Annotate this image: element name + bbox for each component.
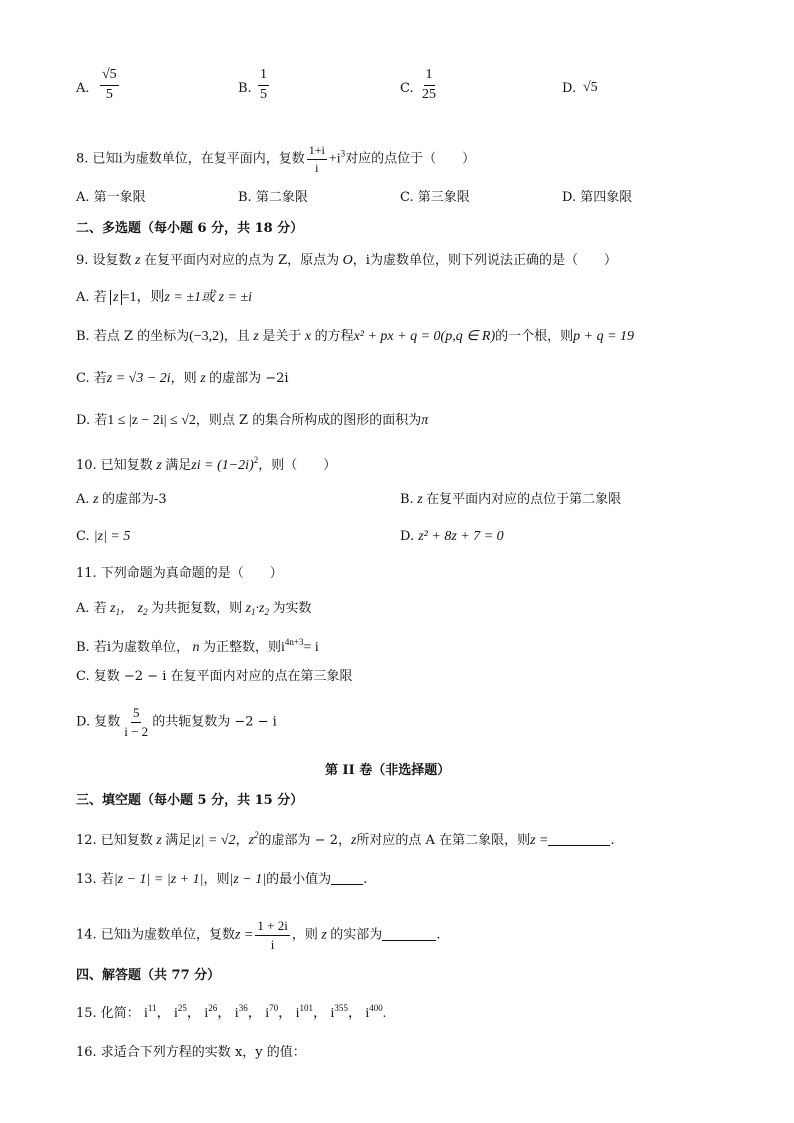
q10-option-a: A. z 的虚部为-3 <box>76 492 167 507</box>
q11-stem: 11. 下列命题为真命题的是（ ） <box>76 566 283 581</box>
q7-option-c: $\frac{1}{25}$ <box>422 67 436 102</box>
q11-option-d: D. 复数 $\frac{5}{i - 2}$ 的共轭复数为 −2 − i <box>76 705 277 739</box>
q11-option-b: B. 若i为虚数单位， n 为正整数，则$i^{4n+3}= i$ <box>76 637 319 655</box>
q13-answer-blank[interactable] <box>331 872 363 885</box>
q7-option-b: $\frac{1}{5}$ <box>260 67 267 102</box>
q9-option-b: B. 若点 Z 的坐标为(−3,2)，且 z 是关于 x 的方程x² + px + q = 0(p,q ∈ R)的一个根，则p + q = 19 <box>76 329 635 344</box>
q10-option-b: B. z 在复平面内对应的点位于第二象限 <box>400 492 622 507</box>
q10-option-c: C. |z| = 5 <box>76 529 131 544</box>
q9-stem: 9. 设复数 z 在复平面内对应的点为 Z，原点为 O，i为虚数单位，则下列说法正确的是（ ） <box>76 253 617 268</box>
section-3-title: 三、填空题（每小题 5 分，共 15 分） <box>76 793 304 808</box>
q8-option-a: A. 第一象限 <box>76 190 146 205</box>
section-4-title: 四、解答题（共 77 分） <box>76 968 221 983</box>
q11-option-a: A. 若 $z_1$， $z_2$ 为共扼复数，则 $z_1\cdot z_2$ 为实数 <box>76 601 312 617</box>
q12-stem: 12. 已知复数 z 满足|z| = √2，$z^2$的虚部为 − 2，z所对应的点 A 在第二象限，则z = . <box>76 830 615 848</box>
q7-option-d-label: D. <box>562 81 577 96</box>
q8-option-c: C. 第三象限 <box>400 190 470 205</box>
q9-option-c: C. 若z = √3 − 2i，则 z 的虚部为 −2i <box>76 371 289 386</box>
q13-stem: 13. 若|z − 1| = |z + 1|，则|z − 1|的最小值为 . <box>76 872 368 887</box>
q15-stem: 15. 化简： $i^{11}$， $i^{25}$， $i^{26}$， $i^{36}$， $i^{70}$， $i^{101}$， $i^{355}$， $i^{400}$. <box>76 1003 387 1021</box>
q8-stem: 8. 已知i为虚数单位，在复平面内，复数 $\frac{1+i}{i}$ $+i^3$对应的点位于（ ） <box>76 143 476 175</box>
section-2-title: 二、多选题（每小题 6 分，共 18 分） <box>76 221 304 236</box>
q16-stem: 16. 求适合下列方程的实数 x，y 的值： <box>76 1045 306 1060</box>
q10-option-d: D. z² + 8z + 7 = 0 <box>400 529 504 544</box>
q7-option-a-label: A. <box>76 81 90 96</box>
q10-stem: 10. 已知复数 z 满足zi = $(1-2i)^2$，则（ ） <box>76 455 337 473</box>
q9-option-a: A. 若 z =1，则z = ±1或 z = ±i <box>76 290 253 305</box>
q7-option-c-label: C. <box>400 81 414 96</box>
q8-option-b: B. 第二象限 <box>238 190 308 205</box>
q15-powers: $i^{11}$， $i^{25}$， $i^{26}$， $i^{36}$， $i^{70}$， $i^{101}$， $i^{355}$， $i^{400}$. <box>143 1003 387 1021</box>
q12-answer-blank[interactable] <box>548 833 610 846</box>
part-2-title: 第 II 卷（非选择题） <box>325 763 451 778</box>
q14-answer-blank[interactable] <box>382 928 436 941</box>
q8-option-d: D. 第四象限 <box>562 190 633 205</box>
q14-stem: 14. 已知i为虚数单位，复数z = $\frac{1 + 2i}{i}$ ，则 z 的实部为 . <box>76 918 441 952</box>
q11-option-c: C. 复数 −2 − i 在复平面内对应的点在第三象限 <box>76 669 353 684</box>
q7-option-b-label: B. <box>238 81 252 96</box>
q7-option-a: $\frac{√5}{5}$ <box>102 67 117 102</box>
q7-option-d: √5 <box>583 80 598 95</box>
q9-option-d: D. 若1 ≤ |z − 2i| ≤ √2，则点 Z 的集合所构成的图形的面积为π <box>76 413 429 428</box>
